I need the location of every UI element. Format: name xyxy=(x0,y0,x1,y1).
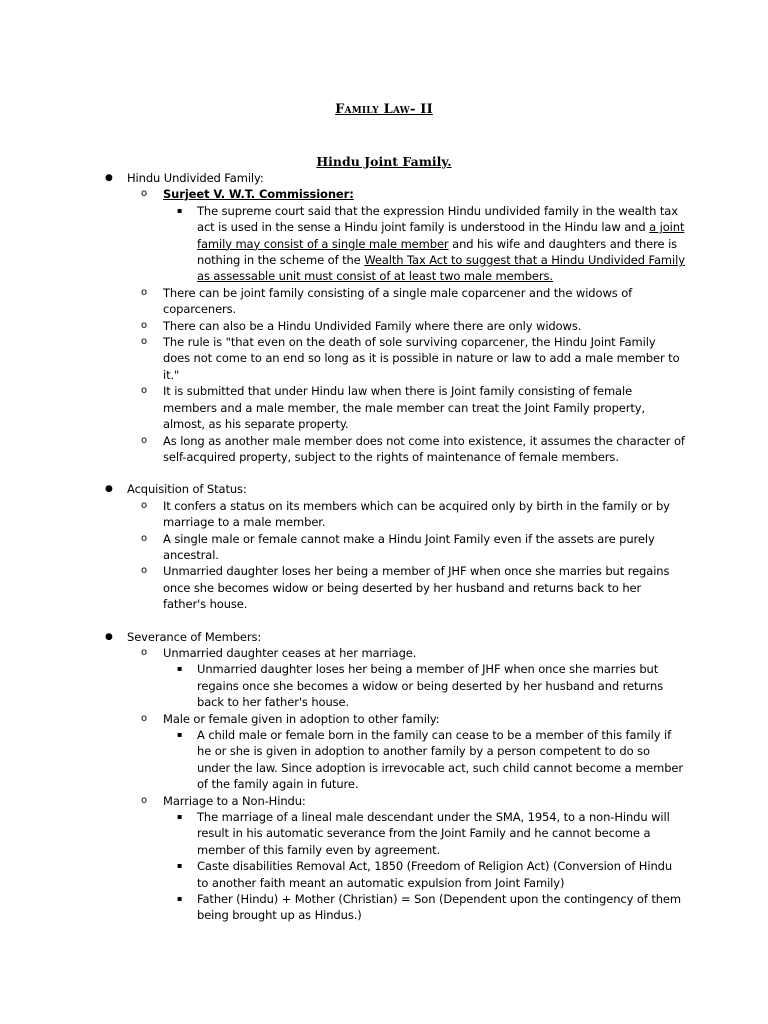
sub-list-item: ▪ A child male or female born in the family can cease to be a member of this family if he or she is given in adoption to another family by a person competent to do so under the law. Since adoption is irrevocable act, such child cannot become a member of the family again in future. xyxy=(175,727,685,793)
case-text-2: and his wife and daughters and there is nothing in the scheme of the xyxy=(197,236,678,268)
section-severance-of-members xyxy=(105,629,685,924)
case-title: Surjeet V. W.T. Commissioner: xyxy=(163,187,354,202)
list-item: o A single male or female cannot make a Hindu Joint Family even if the assets are purely ancestral. xyxy=(141,531,685,564)
group-item xyxy=(141,645,685,711)
document-body xyxy=(105,170,685,924)
group-label: Marriage to a Non-Hindu: xyxy=(163,793,306,808)
list-item: o Unmarried daughter loses her being a member of JHF when once she marries but regains once she becomes widow or being deserted by her husband and returns back to her father's house. xyxy=(141,563,685,612)
case-text-1: The supreme court said that the expression Hindu undivided family in the wealth tax act is used in the sense a Hindu joint family is understood in the Hindu law and xyxy=(197,203,678,235)
list-item: o It confers a status on its members which can be acquired only by birth in the family or by marriage to a male member. xyxy=(141,498,685,531)
page-title: Family Law- II xyxy=(335,102,433,117)
group-item xyxy=(141,793,685,924)
sub-list-item: ▪ Father (Hindu) + Mother (Christian) = Son (Dependent upon the contingency of them being brought up as Hindus.) xyxy=(175,891,685,924)
sub-list-item: ▪ The marriage of a lineal male descendant under the SMA, 1954, to a non-Hindu will result in his automatic severance from the Joint Family and he cannot become a member of this family even by agreement. xyxy=(175,809,685,858)
list-item: o There can also be a Hindu Undivided Family where there are only widows. xyxy=(141,318,685,334)
case-underlined-2: Wealth Tax Act to suggest that a Hindu Undivided Family as assessable unit must consist of at least two male members. xyxy=(197,253,685,284)
section-hindu-undivided-family xyxy=(105,170,685,481)
group-item xyxy=(141,711,685,793)
point-list xyxy=(141,645,685,924)
case-item xyxy=(141,186,685,284)
spacer xyxy=(127,613,685,629)
list-item: o It is submitted that under Hindu law when there is Joint family consisting of female members and a male member, the male member can treat the Joint Family property, almost, as his separate property. xyxy=(141,383,685,432)
section-acquisition-of-status xyxy=(105,481,685,628)
list-item: o There can be joint family consisting of a single male coparcener and the widows of coparceners. xyxy=(141,285,685,318)
sub-point-list xyxy=(175,727,685,793)
group-label: Male or female given in adoption to other family: xyxy=(163,711,440,726)
point-list xyxy=(141,186,685,465)
sub-list-item: ▪ Unmarried daughter loses her being a member of JHF when once she marries but regains once she becomes a widow or being deserted by her husband and returns back to her father's house. xyxy=(175,661,685,710)
sub-point-list xyxy=(175,809,685,924)
section-heading: Acquisition of Status: xyxy=(127,482,247,497)
case-point xyxy=(175,203,685,285)
sub-list-item: ▪ Caste disabilities Removal Act, 1850 (Freedom of Religion Act) (Conversion of Hindu to another faith meant an automatic expulsion from Joint Family) xyxy=(175,858,685,891)
section-heading: Severance of Members: xyxy=(127,629,262,644)
list-item: o As long as another male member does not come into existence, it assumes the character of self-acquired property, subject to the rights of maintenance of female members. xyxy=(141,433,685,466)
list-item: o The rule is "that even on the death of sole surviving coparcener, the Hindu Joint Family does not come to an end so long as it is possible in nature or law to add a male member to it." xyxy=(141,334,685,383)
section-list xyxy=(105,170,685,924)
page-subtitle: Hindu Joint Family. xyxy=(316,154,452,169)
case-underlined-1: a joint family may consist of a single male member xyxy=(197,220,685,251)
point-list xyxy=(141,498,685,613)
sub-point-list xyxy=(175,203,685,285)
sub-point-list xyxy=(175,661,685,710)
spacer xyxy=(127,465,685,481)
section-heading: Hindu Undivided Family: xyxy=(127,171,264,185)
group-label: Unmarried daughter ceases at her marriage. xyxy=(163,645,417,660)
